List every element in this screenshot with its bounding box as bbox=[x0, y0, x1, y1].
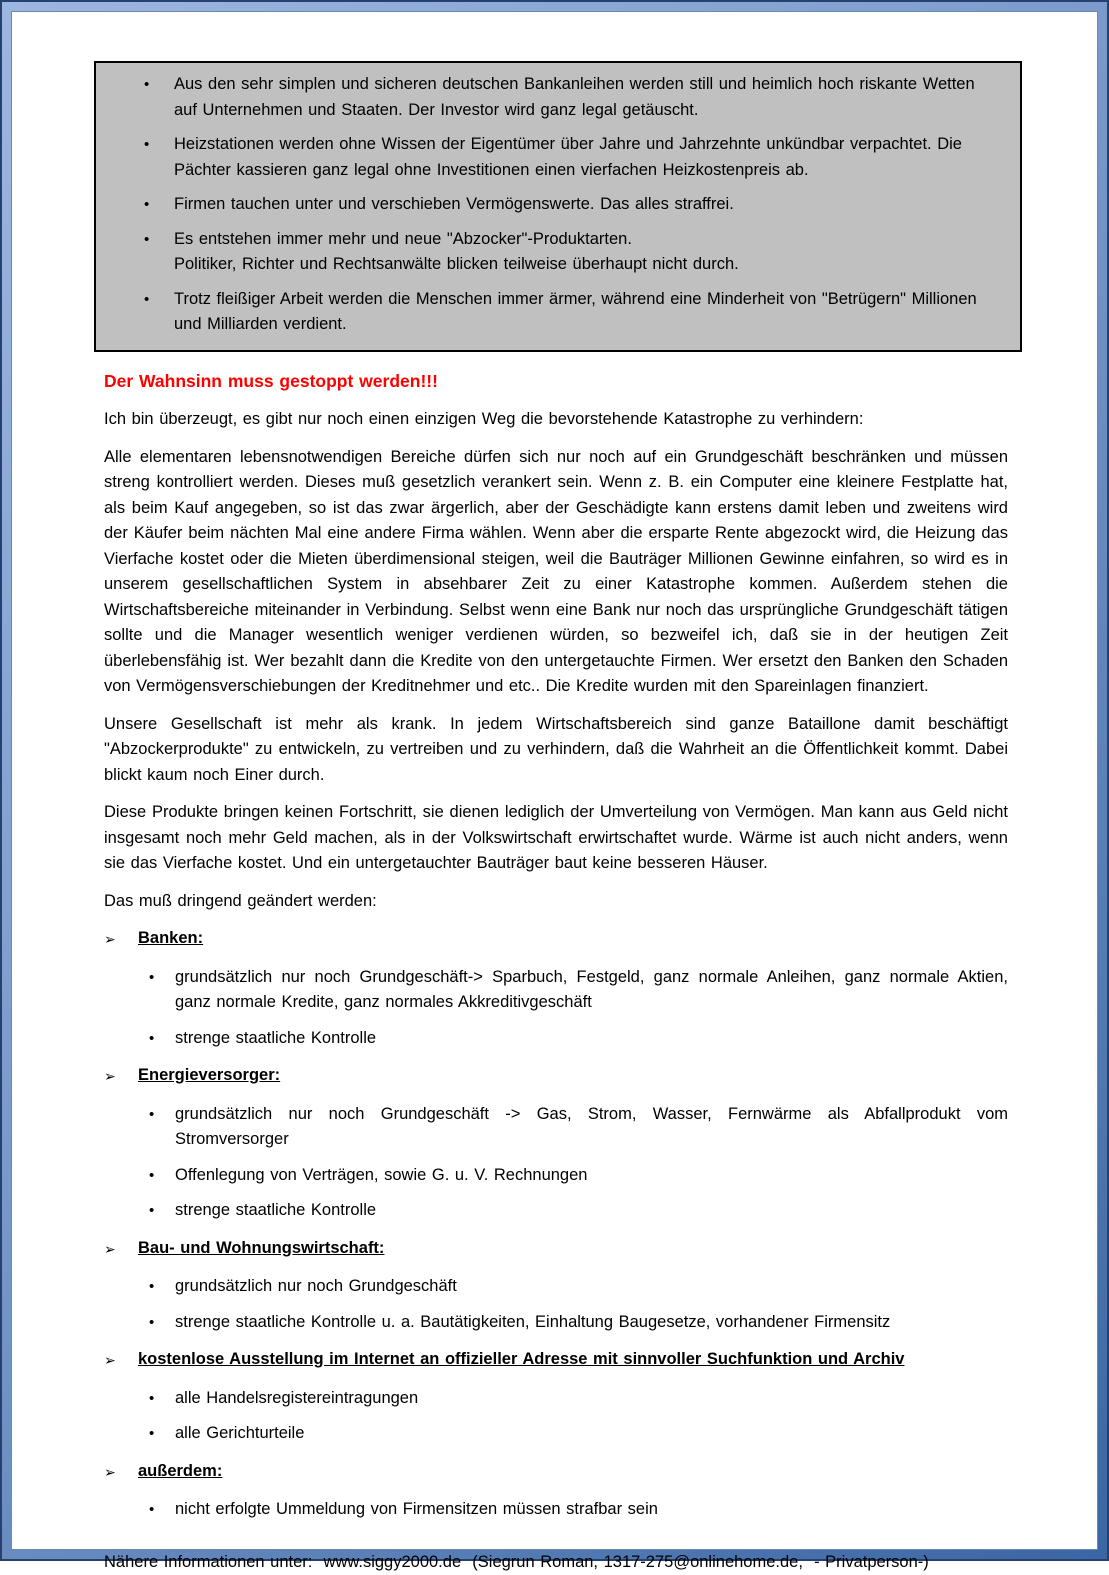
paragraph-demand-lead-in: Das muß dringend geändert werden: bbox=[104, 889, 1008, 915]
list-item bbox=[104, 1163, 1008, 1189]
bullet-icon: • bbox=[149, 1421, 175, 1447]
list-item-text: alle Gerichturteile bbox=[175, 1421, 1008, 1447]
bullet-icon: • bbox=[149, 1274, 175, 1300]
list-item-text bbox=[174, 72, 1000, 123]
bullet-icon: • bbox=[149, 1026, 175, 1052]
list-item-text: grundsätzlich nur noch Grundgeschäft bbox=[175, 1274, 1008, 1300]
list-item bbox=[104, 965, 1008, 1016]
list-item bbox=[112, 287, 1000, 338]
list-item bbox=[112, 192, 1000, 218]
list-item bbox=[104, 1102, 1008, 1153]
list-item-text: Offenlegung von Verträgen, sowie G. u. V. Rechnungen bbox=[175, 1163, 1008, 1189]
list-item bbox=[112, 227, 1000, 278]
list-item bbox=[112, 132, 1000, 183]
paragraph-intro: Ich bin überzeugt, es gibt nur noch einen einzigen Weg die bevorstehende Katastrophe zu verhindern: bbox=[104, 407, 1008, 433]
bullet-icon: • bbox=[144, 72, 174, 123]
section-kostenlose-ausstellung bbox=[104, 1347, 1008, 1447]
list-item-line: Heizstationen werden ohne Wissen der Eigentümer über Jahre und Jahrzehnte unkündbar verpachtet. Die Pächter kassieren ganz legal ohne Investitionen einen vierfachen Heizkostenpreis ab. bbox=[174, 132, 1000, 183]
bullet-icon: • bbox=[149, 1497, 175, 1523]
section-banken bbox=[104, 926, 1008, 1051]
list-item bbox=[112, 72, 1000, 123]
section-heading bbox=[104, 926, 1008, 953]
section-title: Banken: bbox=[138, 926, 203, 953]
list-item bbox=[104, 1026, 1008, 1052]
list-item bbox=[104, 1274, 1008, 1300]
list-item-text: nicht erfolgte Ummeldung von Firmensitzen müssen strafbar sein bbox=[175, 1497, 1008, 1523]
list-item-text bbox=[174, 227, 1000, 278]
list-item bbox=[104, 1421, 1008, 1447]
arrow-bullet-icon: ➢ bbox=[104, 926, 138, 953]
bullet-icon: • bbox=[149, 1386, 175, 1412]
list-item-text: strenge staatliche Kontrolle bbox=[175, 1198, 1008, 1224]
section-bau-wohnungswirtschaft bbox=[104, 1236, 1008, 1336]
list-item bbox=[104, 1310, 1008, 1336]
section-heading bbox=[104, 1236, 1008, 1263]
section-heading bbox=[104, 1347, 1008, 1374]
paragraph-society: Unsere Gesellschaft ist mehr als krank. In jedem Wirtschaftsbereich sind ganze Bataillone damit beschäftigt "Abzockerprodukte" zu entwickeln, zu vertreiben und zu verhindern, daß die Wahrheit an die Öffentlichkeit kommt. Dabei blickt kaum noch Einer durch. bbox=[104, 712, 1008, 789]
section-title: Energieversorger: bbox=[138, 1063, 280, 1090]
bullet-icon: • bbox=[144, 227, 174, 278]
bullet-icon: • bbox=[144, 287, 174, 338]
list-item-text: strenge staatliche Kontrolle bbox=[175, 1026, 1008, 1052]
document-content bbox=[12, 12, 1097, 1575]
section-heading bbox=[104, 1459, 1008, 1486]
list-item-text: grundsätzlich nur noch Grundgeschäft-> Sparbuch, Festgeld, ganz normale Anleihen, ganz normale Aktien, ganz normale Kredite, ganz normales Akkreditivgeschäft bbox=[175, 965, 1008, 1016]
bullet-icon: • bbox=[149, 1310, 175, 1336]
section-title: außerdem: bbox=[138, 1459, 222, 1486]
warning-headline: Der Wahnsinn muss gestoppt werden!!! bbox=[104, 369, 1008, 395]
section-heading bbox=[104, 1063, 1008, 1090]
list-item bbox=[104, 1198, 1008, 1224]
arrow-bullet-icon: ➢ bbox=[104, 1236, 138, 1263]
bullet-icon: • bbox=[144, 192, 174, 218]
list-item-text: alle Handelsregistereintragungen bbox=[175, 1386, 1008, 1412]
section-ausserdem bbox=[104, 1459, 1008, 1523]
list-item-line: Aus den sehr simplen und sicheren deutschen Bankanleihen werden still und heimlich hoch riskante Wetten auf Unternehmen und Staaten. Der Investor wird ganz legal getäuscht. bbox=[174, 72, 1000, 123]
bullet-icon: • bbox=[149, 1198, 175, 1224]
section-title: Bau- und Wohnungswirtschaft: bbox=[138, 1236, 384, 1263]
bullet-icon: • bbox=[144, 132, 174, 183]
paragraph-products: Diese Produkte bringen keinen Fortschritt, sie dienen lediglich der Umverteilung von Vermögen. Man kann aus Geld nicht insgesamt noch mehr Geld machen, als in der Volkswirtschaft erwirtschaftet wurde. Wärme ist auch nicht anders, wenn sie das Vierfache kostet. Und ein untergetauchter Bauträger baut keine besseren Häuser. bbox=[104, 800, 1008, 877]
list-item-line: Trotz fleißiger Arbeit werden die Menschen immer ärmer, während eine Minderheit von "Betrügern" Millionen und Milliarden verdient. bbox=[174, 287, 1000, 338]
list-item-text: grundsätzlich nur noch Grundgeschäft -> Gas, Strom, Wasser, Fernwärme als Abfallprodukt vom Stromversorger bbox=[175, 1102, 1008, 1153]
arrow-bullet-icon: ➢ bbox=[104, 1063, 138, 1090]
document-page bbox=[11, 11, 1098, 1550]
list-item-line: Es entstehen immer mehr und neue "Abzocker"-Produktarten. bbox=[174, 227, 1000, 253]
list-item-text bbox=[174, 192, 1000, 218]
list-item-text: strenge staatliche Kontrolle u. a. Bautätigkeiten, Einhaltung Baugesetze, vorhandener Firmensitz bbox=[175, 1310, 1008, 1336]
contact-info-line: Nähere Informationen unter: www.siggy2000.de (Siegrun Roman, 1317-275@onlinehome.de, - Privatperson-) bbox=[104, 1550, 1008, 1575]
bullet-icon: • bbox=[149, 1102, 175, 1153]
list-item-text bbox=[174, 132, 1000, 183]
paragraph-main-argument: Alle elementaren lebensnotwendigen Bereiche dürfen sich nur noch auf ein Grundgeschäft beschränken und müssen streng kontrolliert werden. Dieses muß gesetzlich verankert sein. Wenn z. B. ein Computer eine kleinere Festplatte hat, als beim Kauf angegeben, so ist das zwar ärgerlich, aber der Geschädigte kann erstens damit leben und zweitens wird der Käufer beim nächten Mal eine andere Firma wählen. Wenn aber die ersparte Rente abgezockt wird, die Heizung das Vierfache kostet oder die Mieten überdimensional steigen, weil die Bauträger Millionen Gewinne einfahren, so wird es in unserem gesellschaftlichen System in absehbarer Zeit zu einer Katastrophe kommen. Außerdem stehen die Wirtschaftsbereiche miteinander in Verbindung. Selbst wenn eine Bank nur noch das ursprüngliche Grundgeschäft tätigen sollte und die Manager wesentlich weniger verdienen würden, so bezweifel ich, daß sie in der heutigen Zeit überlebensfähig ist. Wer bezahlt dann die Kredite von den untergetauchte Firmen. Wer ersetzt den Banken den Schaden von Vermögensverschiebungen der Kreditnehmer und etc.. Die Kredite wurden mit den Spareinlagen finanziert. bbox=[104, 445, 1008, 700]
section-energieversorger bbox=[104, 1063, 1008, 1224]
bullet-icon: • bbox=[149, 965, 175, 1016]
list-item-line: Firmen tauchen unter und verschieben Vermögenswerte. Das alles straffrei. bbox=[174, 192, 1000, 218]
section-title: kostenlose Ausstellung im Internet an offizieller Adresse mit sinnvoller Suchfunktion und Archiv bbox=[138, 1347, 904, 1374]
arrow-bullet-icon: ➢ bbox=[104, 1347, 138, 1374]
arrow-bullet-icon: ➢ bbox=[104, 1459, 138, 1486]
list-item bbox=[104, 1386, 1008, 1412]
intro-summary-box bbox=[94, 61, 1022, 352]
list-item-text bbox=[174, 287, 1000, 338]
list-item bbox=[104, 1497, 1008, 1523]
list-item-line: Politiker, Richter und Rechtsanwälte blicken teilweise überhaupt nicht durch. bbox=[174, 252, 1000, 278]
bullet-icon: • bbox=[149, 1163, 175, 1189]
